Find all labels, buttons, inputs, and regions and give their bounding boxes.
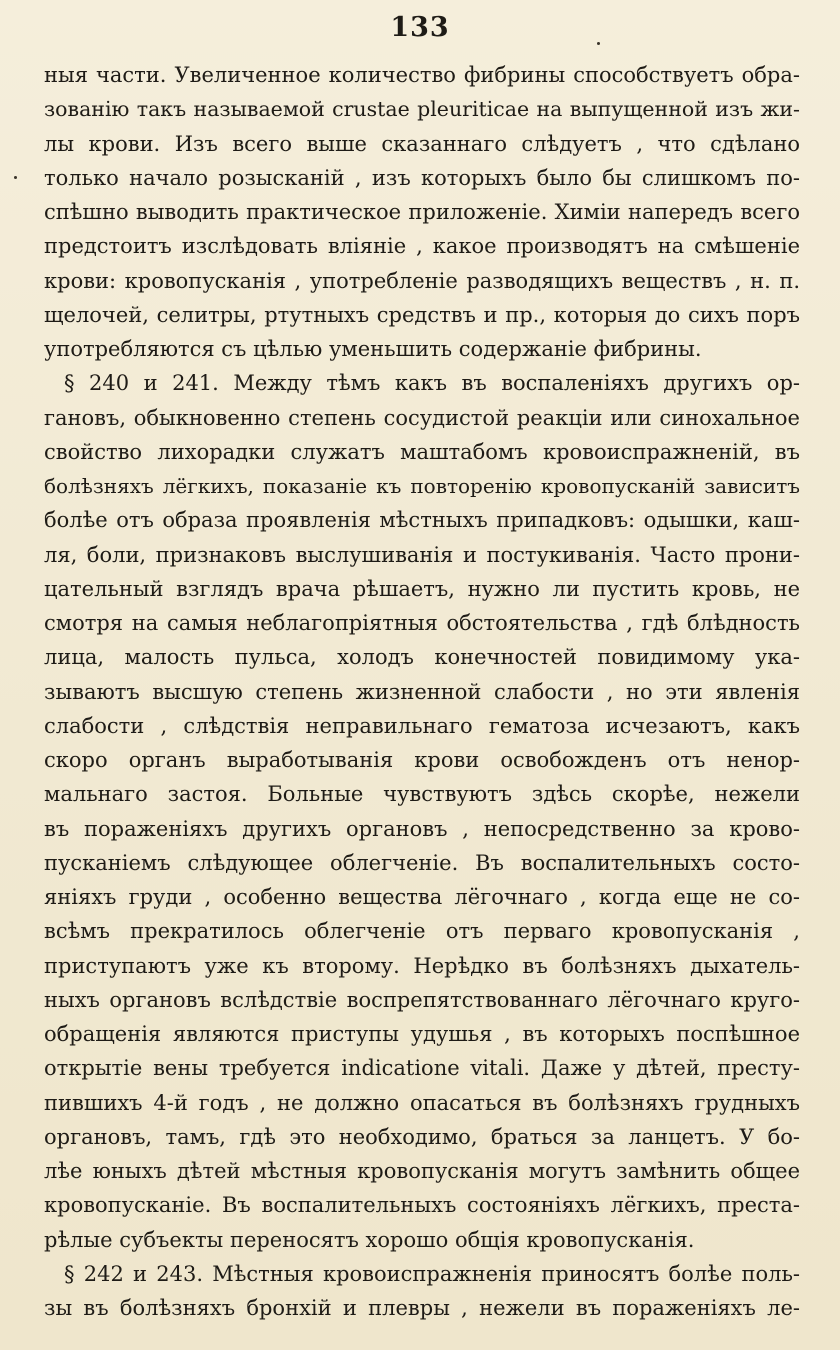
text-line: употребляются съ цѣлью уменьшить содержаніе фибрины. [44, 337, 702, 361]
text-line: крови: кровопусканія , употребленіе разводящихъ веществъ , н. п. [44, 268, 800, 293]
text-line: пусканіемъ слѣдующее облегченіе. Въ воспалительныхъ состо- [44, 850, 800, 875]
text-line: въ пораженіяхъ другихъ органовъ , непосредственно за крово- [44, 816, 800, 841]
text-line: приступаютъ уже къ второму. Нерѣдко въ болѣзняхъ дыхатель- [44, 953, 800, 978]
text-line: органовъ, тамъ, гдѣ это необходимо, браться за ланцетъ. У бо- [44, 1124, 800, 1149]
text-line: яніяхъ груди , особенно вещества лёгочнаго , когда еще не со- [44, 885, 800, 909]
text-line: зываютъ высшую степень жизненной слабости , но эти явленія [44, 679, 800, 704]
body-text [44, 58, 800, 1325]
text-line: предстоитъ изслѣдовать вліяніе , какое производятъ на смѣшеніе [44, 234, 800, 259]
ink-speck [597, 42, 600, 45]
text-line: смотря на самыя неблагопріятныя обстоятельства , гдѣ блѣдность [44, 611, 800, 635]
text-line: ныя части. Увеличенное количество фибрины способствуетъ обра- [44, 63, 800, 87]
text-line: зы въ болѣзняхъ бронхій и плевры , нежели въ пораженіяхъ ле- [44, 1296, 800, 1320]
text-line: ля, боли, признаковъ выслушиванія и постукиванія. Часто прони- [44, 542, 800, 567]
text-line: обращенія являются приступы удушья , въ которыхъ поспѣшное [44, 1022, 800, 1046]
text-line: гановъ, обыкновенно степень сосудистой реакціи или синохальное [44, 405, 800, 430]
text-line: болѣзняхъ лёгкихъ, показаніе къ повторенію кровопусканій зависитъ [44, 474, 800, 498]
text-line: щелочей, селитры, ртутныхъ средствъ и пр., которыя до сихъ поръ [44, 302, 800, 327]
text-line: скоро органъ выработыванія крови освобожденъ отъ ненор- [44, 748, 800, 772]
ink-speck [14, 176, 17, 179]
text-line: ныхъ органовъ вслѣдствіе воспрепятствованнаго лёгочнаго круго- [44, 987, 800, 1012]
text-line: мальнаго застоя. Больные чувствуютъ здѣсь скорѣе, нежели [44, 782, 800, 807]
text-line: § 240 и 241. Между тѣмъ какъ въ воспаленіяхъ другихъ ор- [64, 371, 800, 396]
text-line: кровопусканіе. Въ воспалительныхъ состояніяхъ лёгкихъ, преста- [44, 1193, 800, 1218]
text-line: свойство лихорадки служатъ маштабомъ кровоиспражненій, въ [44, 439, 800, 464]
text-line: спѣшно выводить практическое приложеніе. Химіи напередъ всего [44, 200, 800, 224]
text-line: рѣлые субъекты переносятъ хорошо общія кровопусканія. [44, 1227, 695, 1252]
text-line: лы крови. Изъ всего выше сказаннаго слѣдуетъ , что сдѣлано [44, 131, 800, 156]
text-line: лѣе юныхъ дѣтей мѣстныя кровопусканія могутъ замѣнить общее [44, 1159, 800, 1183]
text-line: болѣе отъ образа проявленія мѣстныхъ припадковъ: одышки, каш- [44, 508, 800, 533]
text-line: зованію такъ называемой crustae pleuriticae на выпущенной изъ жи- [44, 97, 800, 122]
text-line: пившихъ 4-й годъ , не должно опасаться въ болѣзняхъ грудныхъ [44, 1090, 800, 1115]
text-line: § 242 и 243. Мѣстныя кровоиспражненія приносятъ болѣе поль- [64, 1261, 800, 1286]
text-line: только начало розысканій , изъ которыхъ было бы слишкомъ по- [44, 165, 800, 190]
page-number: 133 [390, 12, 450, 43]
text-line: всѣмъ прекратилось облегченіе отъ перваго кровопусканія , [44, 919, 800, 944]
text-line: цательный взглядъ врача рѣшаетъ, нужно ли пустить кровь, не [44, 576, 800, 601]
text-line: лица, малость пульса, холодъ конечностей повидимому ука- [44, 645, 800, 670]
text-line: слабости , слѣдствія неправильнаго гематоза исчезаютъ, какъ [44, 713, 800, 738]
text-line: открытіе вены требуется indicatione vitali. Даже у дѣтей, престу- [44, 1056, 800, 1081]
